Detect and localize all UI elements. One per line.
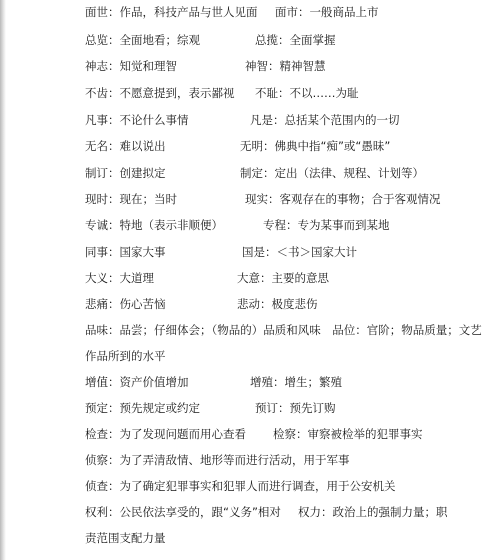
entry-term: 凡是：总括某个范围内的一切 — [250, 113, 400, 127]
entry-term: 专程：专为某事而到某地 — [263, 218, 390, 232]
entry-term: 专诚：特地（表示非顺便） — [85, 218, 223, 232]
entry-term: 现实：客观存在的事物；合于客观情况 — [245, 192, 441, 206]
entry-term: 无名：难以说出 — [85, 139, 166, 153]
entry-term: 无明：佛典中指“痴”或“愚昧” — [240, 139, 391, 153]
entry-term: 制定：定出（法律、规程、计划等） — [240, 166, 424, 180]
entry-term: 品味：品尝；仔细体会；（物品的）品质和风味 品位：官阶；物品质量；文艺 — [85, 323, 482, 337]
entry-term: 权利：公民依法享受的，跟“义务”相对 — [85, 505, 281, 519]
entry-term: 不齿：不愿意提到，表示鄙视 — [85, 86, 235, 100]
entry-term: 悲痛：伤心苦恼 — [85, 297, 166, 311]
entry-term: 侦察：为了弄清敌情、地形等而进行活动，用于军事 — [85, 453, 350, 467]
entry-term: 国是：＜书＞国家大计 — [242, 245, 357, 259]
entry-term: 增殖：增生；繁殖 — [250, 375, 342, 389]
entry-term: 大义：大道理 — [85, 271, 154, 285]
entry-term: 大意：主要的意思 — [237, 271, 329, 285]
entry-term: 悲动：极度悲伤 — [237, 297, 318, 311]
entry-term: 面市：一般商品上市 — [275, 5, 379, 19]
entry-term: 增值：资产价值增加 — [85, 375, 189, 389]
entry-term: 责范围支配力量 — [85, 531, 166, 545]
entry-term: 检查：为了发现问题而用心查看 — [85, 427, 246, 441]
entry-term: 权力：政治上的强制力量；职 — [298, 505, 448, 519]
entry-term: 预订：预先订购 — [255, 401, 336, 415]
entry-term: 侦查：为了确定犯罪事实和犯罪人而进行调查，用于公安机关 — [85, 479, 396, 493]
entry-term: 检察：审察被检举的犯罪事实 — [273, 427, 423, 441]
entry-term: 制订：创建拟定 — [85, 166, 166, 180]
entry-term: 面世：作品，科技产品与世人见面 — [85, 5, 258, 19]
entry-term: 神志：知觉和理智 — [85, 59, 177, 73]
entry-term: 不耻：不以……为耻 — [255, 86, 359, 100]
entry-term: 作品所到的水平 — [85, 349, 166, 363]
entry-term: 总览：全面地看；综观 — [85, 33, 200, 47]
entry-term: 预定：预先规定或约定 — [85, 401, 200, 415]
entry-term: 总揽：全面掌握 — [255, 33, 336, 47]
entry-term: 凡事：不论什么事情 — [85, 113, 189, 127]
entry-term: 同事：国家大事 — [85, 245, 166, 259]
entry-term: 现时：现在；当时 — [85, 192, 177, 206]
entry-term: 神智：精神智慧 — [245, 59, 326, 73]
